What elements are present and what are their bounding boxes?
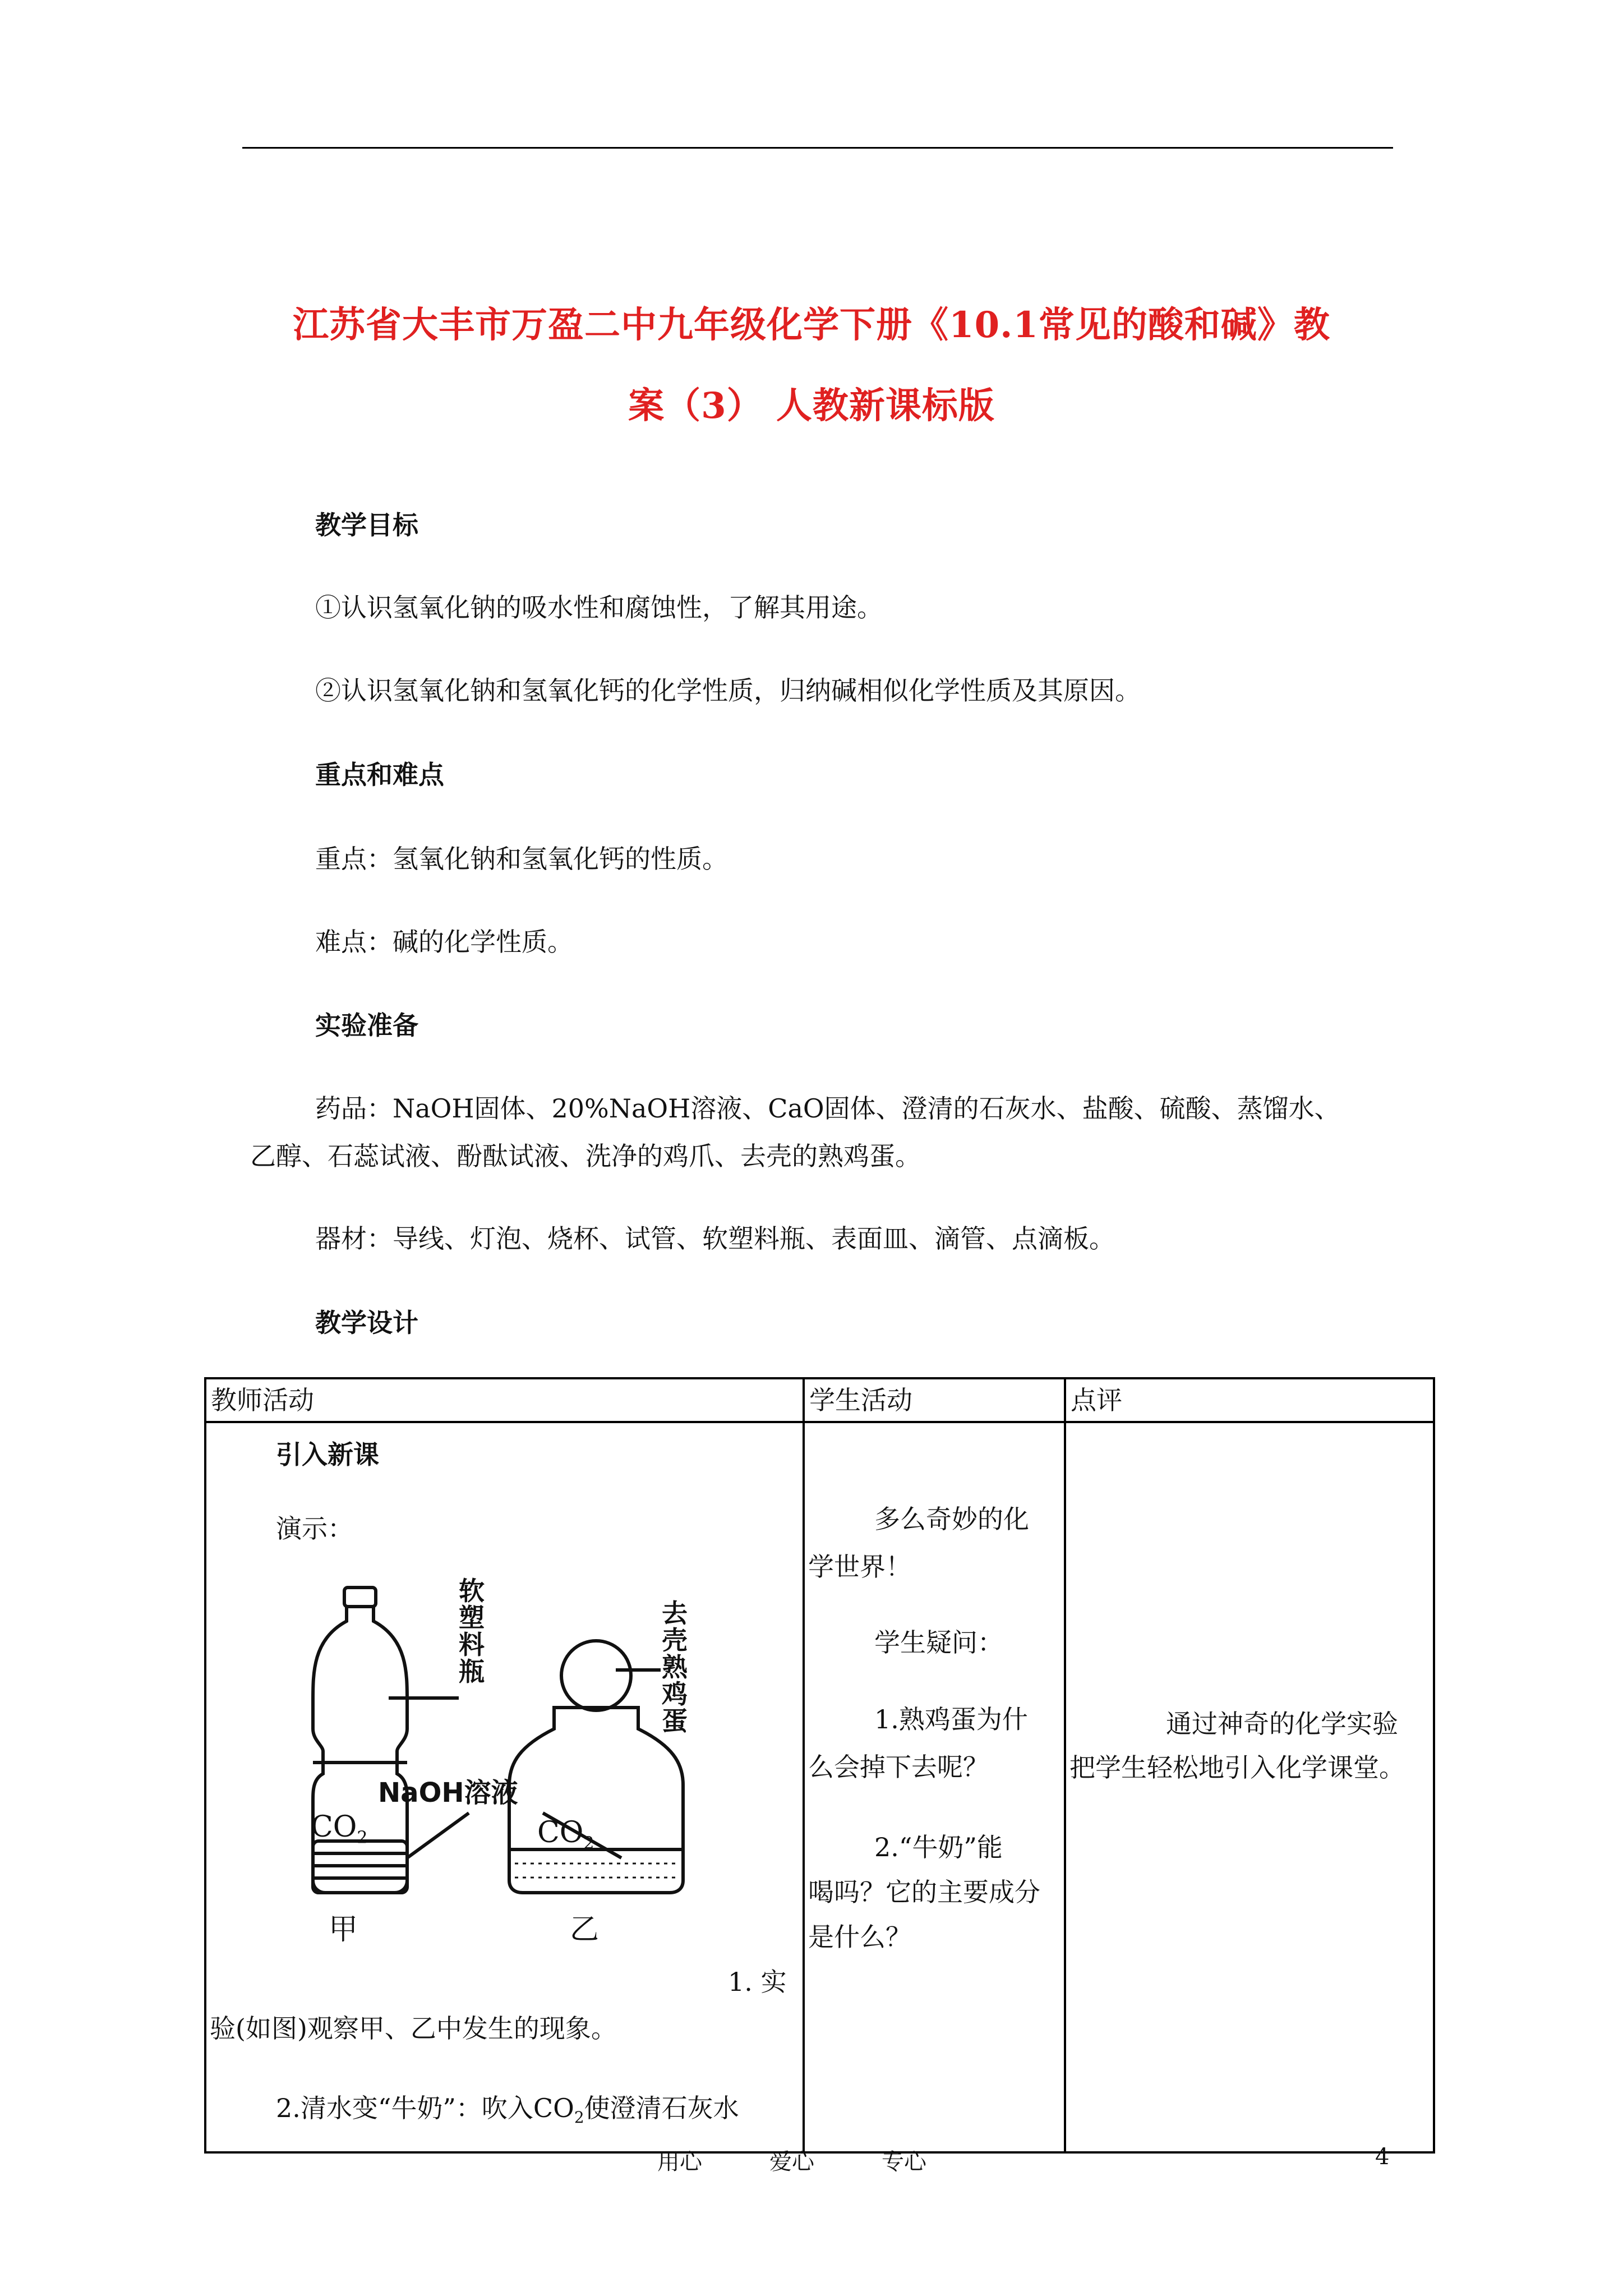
- key-heading: 重点和难点: [315, 760, 444, 790]
- naoh-leader-line-a: [407, 1813, 469, 1858]
- peeled-egg: [561, 1641, 631, 1710]
- item2-text: 2.清水变“牛奶”：吹入$CO_2$使澄清石灰水: [276, 2093, 739, 2127]
- student-line-1b: 学世界！: [808, 1552, 911, 1582]
- key-point: 重点：氢氧化钠和氢氧化钙的性质。: [315, 844, 728, 874]
- header-comment: 点评: [1065, 1378, 1434, 1422]
- label-jia: 甲: [329, 1913, 358, 1947]
- table-header-row: [205, 1378, 1434, 1422]
- student-activity-cell: [804, 1422, 1065, 2152]
- soft-plastic-bottle: [313, 1607, 407, 1893]
- reagents-line-1: 药品：NaOH固体、20%NaOH溶液、CaO固体、澄清的石灰水、盐酸、硫酸、蒸馏水、: [315, 1093, 1340, 1124]
- footer-motto-3: 专心: [882, 2149, 926, 2175]
- label-co2-yi: $CO_2$: [537, 1816, 594, 1853]
- comment-line-2: 把学生轻松地引入化学课堂。: [1069, 1752, 1405, 1783]
- label-yi: 乙: [570, 1913, 600, 1947]
- goals-heading: 教学目标: [315, 510, 418, 540]
- label-naoh-solution: NaOH溶液: [378, 1777, 518, 1809]
- item1-number: 1. 实: [728, 1967, 787, 1997]
- demo-label: 演示：: [276, 1513, 353, 1544]
- student-question-label: 学生疑问：: [874, 1627, 1003, 1658]
- label-soft-plastic-bottle: 软塑料瓶: [459, 1576, 485, 1687]
- student-q2b: 喝吗？它的主要成分: [808, 1877, 1040, 1907]
- document-title-line1: 江苏省大丰市万盈二中九年级化学下册《10.1常见的酸和碱》教: [293, 304, 1330, 346]
- item1-text: 验(如图)观察甲、乙中发生的现象。: [210, 2013, 617, 2044]
- comment-line-1: 通过神奇的化学实验: [1166, 1709, 1398, 1739]
- student-q2c: 是什么？: [808, 1922, 911, 1952]
- flask: [509, 1708, 683, 1893]
- table-row: [205, 1422, 1434, 2152]
- header-teacher: 教师活动: [205, 1378, 804, 1422]
- header-rule: [242, 147, 1393, 149]
- goal-1: ①认识氢氧化钠的吸水性和腐蚀性，了解其用途。: [315, 592, 883, 623]
- footer-motto-2: 爱心: [769, 2149, 814, 2175]
- goal-2: ②认识氢氧化钠和氢氧化钙的化学性质，归纳碱相似化学性质及其原因。: [315, 675, 1141, 706]
- student-line-1a: 多么奇妙的化: [874, 1504, 1029, 1534]
- design-heading: 教学设计: [315, 1308, 418, 1338]
- difficulty: 难点：碱的化学性质。: [315, 927, 573, 957]
- label-peeled-egg: 去壳熟鸡蛋: [662, 1598, 688, 1736]
- document-title-line2: 案（3） 人教新课标版: [628, 385, 995, 427]
- teacher-activity-cell: [205, 1422, 804, 2152]
- teaching-design-table: [204, 1377, 1435, 2154]
- reagents-line-2: 乙醇、石蕊试液、酚酞试液、洗净的鸡爪、去壳的熟鸡蛋。: [250, 1141, 921, 1171]
- intro-heading: 引入新课: [276, 1439, 379, 1470]
- student-q2a: 2.“牛奶”能: [874, 1832, 1003, 1862]
- footer-motto-1: 用心: [657, 2149, 702, 2175]
- student-q1a: 1.熟鸡蛋为什: [874, 1704, 1028, 1734]
- student-q1b: 么会掉下去呢？: [808, 1752, 989, 1782]
- equipment: 器材：导线、灯泡、烧杯、试管、软塑料瓶、表面皿、滴管、点滴板。: [315, 1223, 1115, 1254]
- label-co2-jia: $CO_2$: [311, 1810, 368, 1848]
- page-number: 4: [1375, 2144, 1390, 2170]
- bottle-cap: [344, 1588, 376, 1607]
- prep-heading: 实验准备: [315, 1010, 418, 1041]
- comment-cell: [1065, 1422, 1434, 2152]
- header-student: 学生活动: [804, 1378, 1065, 1422]
